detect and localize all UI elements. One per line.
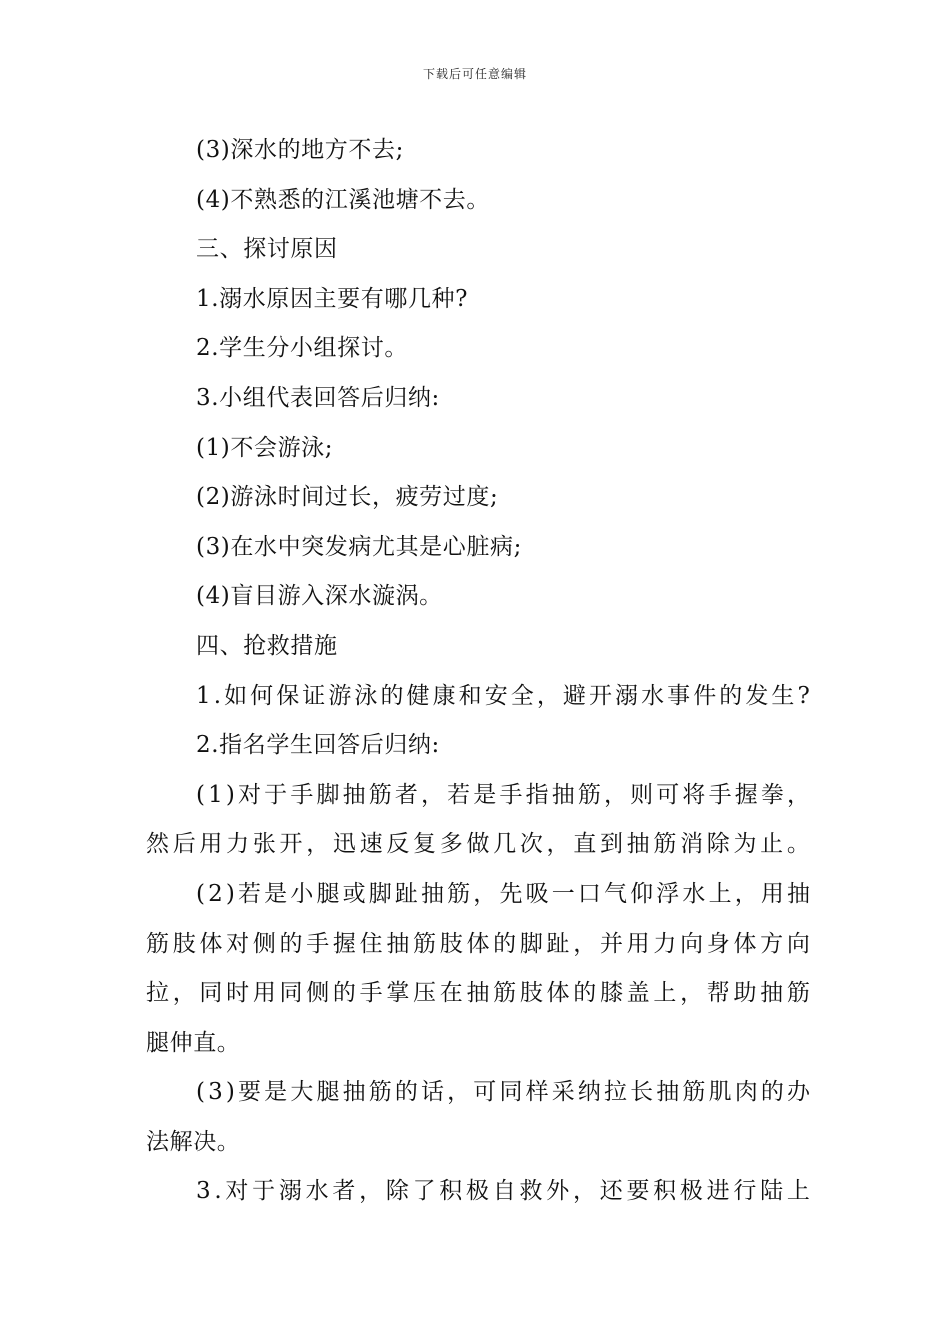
text-glyph: 在 (439, 980, 463, 1007)
text-glyph: 向 (680, 930, 704, 957)
paragraph-line (146, 1167, 810, 1217)
text-glyph: 2 (208, 880, 223, 907)
text-glyph: 肌 (708, 1079, 732, 1106)
text-glyph: 发 (745, 682, 769, 709)
text-glyph: 何 (250, 682, 274, 709)
paragraph-line: (3)深水的地方不去; (196, 137, 404, 163)
text-glyph: 肢 (519, 980, 543, 1007)
text-glyph: 气 (604, 880, 627, 907)
paragraph-line: 3.小组代表回答后归纳: (196, 384, 440, 411)
text-glyph: 。 (786, 831, 810, 858)
paragraph-line (146, 820, 810, 870)
text-glyph: 手 (359, 980, 383, 1007)
text-glyph: 同 (199, 980, 223, 1007)
paragraph-line (146, 870, 810, 920)
text-glyph: 同 (279, 980, 303, 1007)
text-glyph: 如 (224, 682, 248, 709)
text-glyph: 体 (546, 980, 570, 1007)
text-glyph: 进 (706, 1178, 730, 1205)
text-glyph: 的 (719, 682, 743, 709)
text-glyph: 抽 (421, 880, 445, 907)
text-glyph: 安 (484, 682, 508, 709)
text-glyph: 体 (466, 930, 490, 957)
text-glyph: 是 (264, 1079, 288, 1106)
text-glyph: 浮 (656, 880, 680, 907)
text-glyph: 筋 (682, 1079, 706, 1106)
text-glyph: 了 (412, 1178, 436, 1205)
paragraph-line (146, 920, 810, 970)
text-glyph: 1 (208, 781, 223, 808)
text-glyph: 用 (199, 831, 223, 858)
text-glyph: 力 (226, 831, 250, 858)
text-glyph: 件 (693, 682, 717, 709)
text-glyph: 速 (359, 831, 383, 858)
text-glyph: 次 (519, 831, 543, 858)
paragraph-line: (3)在水中突发病尤其是心脏病; (196, 533, 522, 560)
text-glyph: ， (680, 980, 704, 1007)
text-glyph: 水 (305, 1178, 329, 1205)
text-glyph: 除 (706, 831, 730, 858)
text-glyph: 纳 (577, 1079, 601, 1106)
text-glyph: ) (225, 1079, 235, 1106)
text-glyph: 游 (328, 682, 352, 709)
text-glyph: 长 (630, 1079, 654, 1106)
text-glyph: 时 (226, 980, 250, 1007)
text-glyph: 盖 (626, 980, 650, 1007)
text-glyph: 吸 (525, 880, 549, 907)
text-glyph: 腿 (316, 1079, 340, 1106)
paragraph-line: (2)游泳时间过长，疲劳过度; (196, 484, 499, 511)
text-glyph: 几 (493, 831, 517, 858)
text-glyph: 泳 (354, 682, 378, 709)
text-glyph: 同 (499, 1079, 523, 1106)
text-glyph: 样 (525, 1079, 549, 1106)
text-glyph: 的 (279, 930, 303, 957)
paragraph-line (146, 672, 810, 722)
text-glyph: 趾 (546, 930, 570, 957)
text-glyph: 的 (493, 930, 517, 957)
text-glyph: 侧 (306, 980, 330, 1007)
text-glyph: 趾 (394, 880, 418, 907)
text-glyph: 3 (208, 1079, 223, 1106)
text-glyph: 者 (394, 781, 418, 808)
text-glyph: 积 (653, 1178, 677, 1205)
text-glyph: 肉 (734, 1079, 758, 1106)
text-glyph: 还 (599, 1178, 623, 1205)
text-glyph: 身 (706, 930, 730, 957)
text-glyph: 然 (146, 831, 169, 858)
text-glyph: 开 (279, 831, 303, 858)
text-glyph: 脚 (368, 880, 392, 907)
text-glyph: 的 (332, 980, 356, 1007)
paragraph-line: (4)盲目游入深水漩涡。 (196, 583, 443, 610)
text-glyph: 先 (499, 880, 523, 907)
text-glyph: 并 (599, 930, 623, 957)
text-glyph: 筋 (577, 781, 601, 808)
text-glyph: 陆 (760, 1178, 784, 1205)
text-glyph: 侧 (252, 930, 276, 957)
text-glyph: 极 (679, 1178, 703, 1205)
text-glyph: 筋 (786, 980, 810, 1007)
text-glyph: ? (797, 682, 810, 709)
text-glyph: 3 (196, 1178, 211, 1205)
text-glyph: 事 (667, 682, 691, 709)
text-glyph: 极 (466, 1178, 490, 1205)
text-glyph: 止 (760, 831, 784, 858)
text-glyph: ) (225, 880, 235, 907)
text-glyph: 抽 (386, 930, 410, 957)
text-glyph: ， (786, 781, 810, 808)
text-glyph: 方 (760, 930, 784, 957)
text-glyph: 对 (225, 1178, 249, 1205)
text-glyph: 帮 (706, 980, 730, 1007)
text-glyph: 力 (653, 930, 677, 957)
text-glyph: 手 (708, 781, 732, 808)
text-glyph: ， (421, 781, 445, 808)
text-glyph: 筋 (447, 880, 471, 907)
text-glyph: 若 (238, 880, 262, 907)
text-glyph: 溺 (615, 682, 639, 709)
text-glyph: 要 (238, 1079, 262, 1106)
text-glyph: 多 (439, 831, 463, 858)
text-glyph: 助 (733, 980, 757, 1007)
text-glyph: ， (546, 831, 570, 858)
text-glyph: 全 (510, 682, 534, 709)
text-glyph: ， (172, 980, 196, 1007)
text-glyph: 采 (551, 1079, 575, 1106)
paragraph-line: 三、探讨原因 (196, 236, 338, 263)
text-glyph: 可 (656, 781, 680, 808)
text-glyph: 的 (380, 682, 404, 709)
text-glyph: 上 (653, 980, 677, 1007)
text-glyph: 1 (196, 682, 211, 709)
text-glyph: 筋 (368, 1079, 392, 1106)
text-glyph: ， (306, 831, 330, 858)
text-glyph: 外 (546, 1178, 570, 1205)
text-glyph: 抽 (342, 1079, 366, 1106)
text-glyph: 生 (771, 682, 795, 709)
text-glyph: 体 (733, 930, 757, 957)
text-glyph: 拉 (146, 980, 169, 1007)
text-glyph: 抽 (551, 781, 575, 808)
text-glyph: 和 (458, 682, 482, 709)
text-glyph: 迅 (332, 831, 356, 858)
text-glyph: 向 (786, 930, 810, 957)
text-glyph: ( (196, 880, 205, 907)
text-glyph: 的 (760, 1079, 784, 1106)
text-glyph: 溺 (278, 1178, 302, 1205)
text-glyph: 积 (439, 1178, 463, 1205)
text-glyph: 避 (562, 682, 586, 709)
text-glyph: 腿 (316, 880, 340, 907)
text-glyph: 手 (499, 781, 523, 808)
text-glyph: 筋 (146, 930, 169, 957)
text-glyph: 上 (708, 880, 732, 907)
text-glyph: 抽 (626, 831, 650, 858)
text-glyph: 是 (473, 781, 497, 808)
text-glyph: 对 (226, 930, 250, 957)
text-glyph: 脚 (519, 930, 543, 957)
text-glyph: 筋 (368, 781, 392, 808)
text-glyph: 直 (573, 831, 597, 858)
text-glyph: 或 (342, 880, 366, 907)
document-body (146, 126, 810, 1217)
text-glyph: 住 (359, 930, 383, 957)
text-glyph: 者 (332, 1178, 356, 1205)
text-glyph: 一 (551, 880, 575, 907)
text-glyph: 保 (276, 682, 300, 709)
paragraph-line: 2.学生分小组探讨。 (196, 335, 408, 362)
text-glyph: 膝 (599, 980, 623, 1007)
text-glyph: 后 (172, 831, 196, 858)
text-glyph: 办 (786, 1079, 810, 1106)
text-glyph: 自 (492, 1178, 516, 1205)
paragraph-line: (4)不熟悉的江溪池塘不去。 (196, 186, 490, 213)
text-glyph: 仰 (630, 880, 654, 907)
text-glyph: 除 (385, 1178, 409, 1205)
text-glyph: 抽 (466, 980, 490, 1007)
text-glyph: 反 (386, 831, 410, 858)
text-glyph: 拳 (760, 781, 784, 808)
text-glyph: 大 (290, 1079, 314, 1106)
page-header-note: 下载后可任意编辑 (422, 67, 527, 81)
text-glyph: 肢 (172, 930, 196, 957)
text-glyph: 用 (252, 980, 276, 1007)
text-glyph: 是 (264, 880, 288, 907)
text-glyph: 则 (630, 781, 654, 808)
text-glyph: ， (447, 1079, 471, 1106)
text-glyph: 抽 (760, 980, 784, 1007)
text-glyph: 于 (264, 781, 288, 808)
text-glyph: 要 (626, 1178, 650, 1205)
text-glyph: . (213, 682, 222, 709)
text-glyph: 筋 (493, 980, 517, 1007)
text-glyph: 压 (413, 980, 437, 1007)
text-glyph: 到 (599, 831, 623, 858)
text-glyph: 为 (733, 831, 757, 858)
text-glyph: 开 (588, 682, 612, 709)
text-glyph: ， (573, 930, 597, 957)
text-glyph: ， (604, 781, 627, 808)
text-glyph: . (214, 1178, 222, 1205)
text-glyph: 小 (290, 880, 314, 907)
text-glyph: 用 (626, 930, 650, 957)
paragraph-line (146, 1068, 810, 1118)
paragraph-line: 1.溺水原因主要有哪几种? (196, 285, 469, 312)
text-glyph: 手 (290, 781, 314, 808)
text-glyph: ， (359, 1178, 383, 1205)
text-glyph: 救 (519, 1178, 543, 1205)
text-glyph: 脚 (316, 781, 340, 808)
text-glyph: ， (734, 880, 758, 907)
text-glyph: 筋 (413, 930, 437, 957)
text-glyph: 口 (577, 880, 601, 907)
text-glyph: 掌 (386, 980, 410, 1007)
text-glyph: 体 (199, 930, 223, 957)
text-glyph: 消 (680, 831, 704, 858)
text-glyph: ) (225, 781, 235, 808)
paragraph-line (146, 969, 810, 1019)
paragraph-line: 四、抢救措施 (196, 632, 338, 659)
text-glyph: 水 (641, 682, 665, 709)
text-glyph: 抽 (656, 1079, 680, 1106)
text-glyph: 抽 (786, 880, 810, 907)
paragraph-line: (1)不会游泳; (196, 434, 334, 461)
text-glyph: 上 (786, 1178, 810, 1205)
text-glyph: 用 (760, 880, 784, 907)
paragraph-line: 腿伸直。 (146, 1029, 241, 1056)
paragraph-line: 法解决。 (146, 1128, 241, 1155)
text-glyph: 筋 (653, 831, 677, 858)
text-glyph: 将 (682, 781, 706, 808)
text-glyph: 行 (733, 1178, 757, 1205)
text-glyph: 指 (525, 781, 549, 808)
text-glyph: 的 (573, 980, 597, 1007)
paragraph-line: 2.指名学生回答后归纳: (196, 732, 440, 759)
text-glyph: 可 (473, 1079, 497, 1106)
text-glyph: 肢 (439, 930, 463, 957)
text-glyph: 握 (734, 781, 758, 808)
text-glyph: 康 (432, 682, 456, 709)
text-glyph: 的 (394, 1079, 418, 1106)
text-glyph: 抽 (342, 781, 366, 808)
text-glyph: 手 (306, 930, 330, 957)
text-glyph: 张 (252, 831, 276, 858)
text-glyph: 对 (238, 781, 262, 808)
text-glyph: 证 (302, 682, 326, 709)
text-glyph: 水 (682, 880, 706, 907)
text-glyph: 复 (413, 831, 437, 858)
text-glyph: 拉 (604, 1079, 627, 1106)
paragraph-line (146, 771, 810, 821)
text-glyph: 若 (447, 781, 471, 808)
text-glyph: ( (196, 1079, 205, 1106)
text-glyph: 话 (421, 1079, 445, 1106)
text-glyph: ( (196, 781, 205, 808)
text-glyph: ， (536, 682, 560, 709)
text-glyph: 握 (332, 930, 356, 957)
text-glyph: ， (572, 1178, 596, 1205)
text-glyph: 健 (406, 682, 430, 709)
text-glyph: ， (473, 880, 497, 907)
text-glyph: 做 (466, 831, 490, 858)
text-glyph: 于 (252, 1178, 276, 1205)
